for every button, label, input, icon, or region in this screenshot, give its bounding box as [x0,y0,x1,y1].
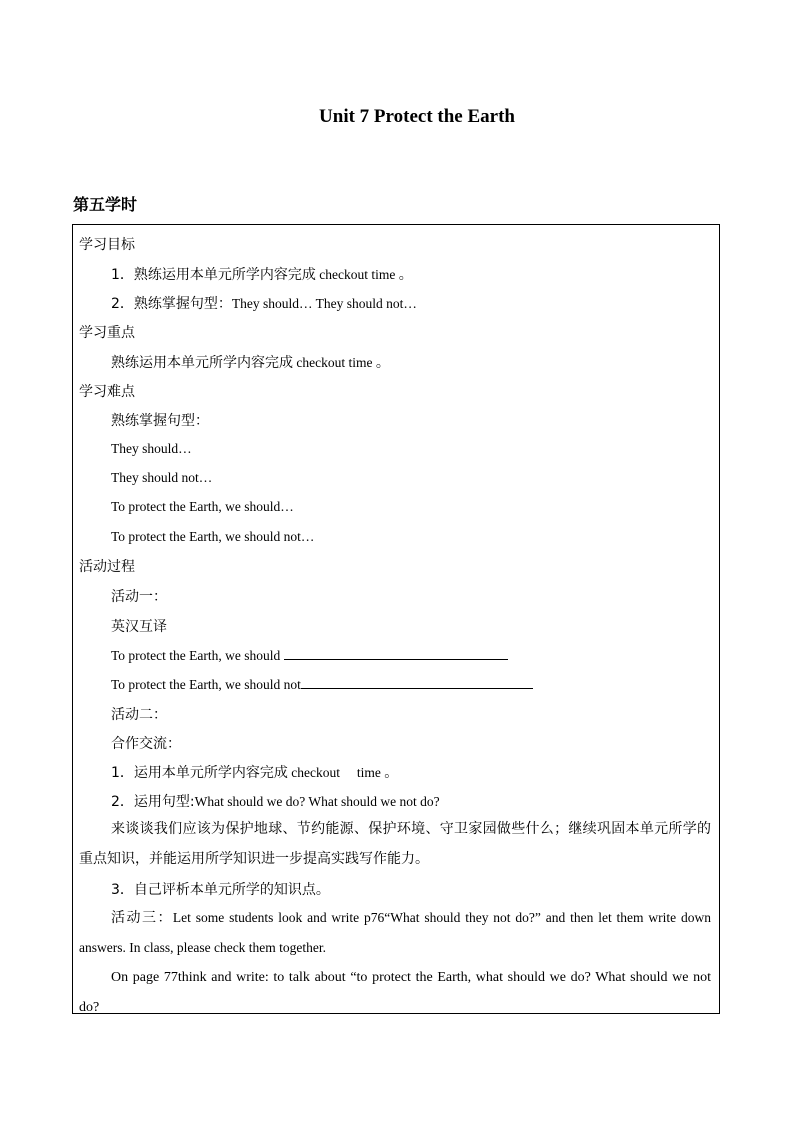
difficulty-intro: 熟练掌握句型： [111,413,209,429]
activity-2-subtitle: 合作交流： [111,736,181,752]
focus-heading: 学习重点 [79,325,135,341]
goal-item-2: 2．熟练掌握句型：They should… They should not… [111,296,417,312]
sentence-pattern-1: They should… [111,441,192,456]
activity-1-label: 活动一： [111,589,167,605]
sentence-pattern-4: To protect the Earth, we should not… [111,529,315,544]
activity-2-item-3: 3．自己评析本单元所学的知识点。 [111,882,330,898]
fill-in-line-2: To protect the Earth, we should not [111,676,533,693]
section-heading: 第五学时 [73,195,138,214]
activity-2-paragraph: 来谈谈我们应该为保护地球、节约能源、保护环境、守卫家园做些什么；继续巩固本单元所学的重点知识，并能运用所学知识进一步提高实践写作能力。 [79,821,711,867]
difficulty-heading: 学习难点 [79,384,135,400]
activity-3-paragraph-2: On page 77think and write: to talk about “to protect the Earth, what should we do? What should we not do? [79,970,711,1015]
lesson-table [72,224,720,1014]
activity-2-label: 活动二： [111,707,167,723]
activity-2-item-2: 2．运用句型:What should we do? What should we not do? [111,794,440,810]
goal-item-1: 1．熟练运用本单元所学内容完成 checkout time 。 [111,267,413,283]
goals-heading: 学习目标 [79,237,135,253]
answer-blank[interactable] [301,676,533,689]
activity-2-item-1: 1．运用本单元所学内容完成 checkout time 。 [111,765,399,781]
process-heading: 活动过程 [79,559,135,575]
fill-in-line-1: To protect the Earth, we should [111,647,508,664]
sentence-pattern-2: They should not… [111,470,213,485]
activity-3-paragraph: 活动三：Let some students look and write p76“What should they not do?” and then let them write down answers. In class, please check them together. [79,910,711,955]
sentence-pattern-3: To protect the Earth, we should… [111,499,294,514]
page-title: Unit 7 Protect the Earth [319,106,515,127]
focus-text: 熟练运用本单元所学内容完成 checkout time 。 [111,355,390,371]
activity-1-subtitle: 英汉互译 [111,619,167,635]
answer-blank[interactable] [284,647,508,660]
